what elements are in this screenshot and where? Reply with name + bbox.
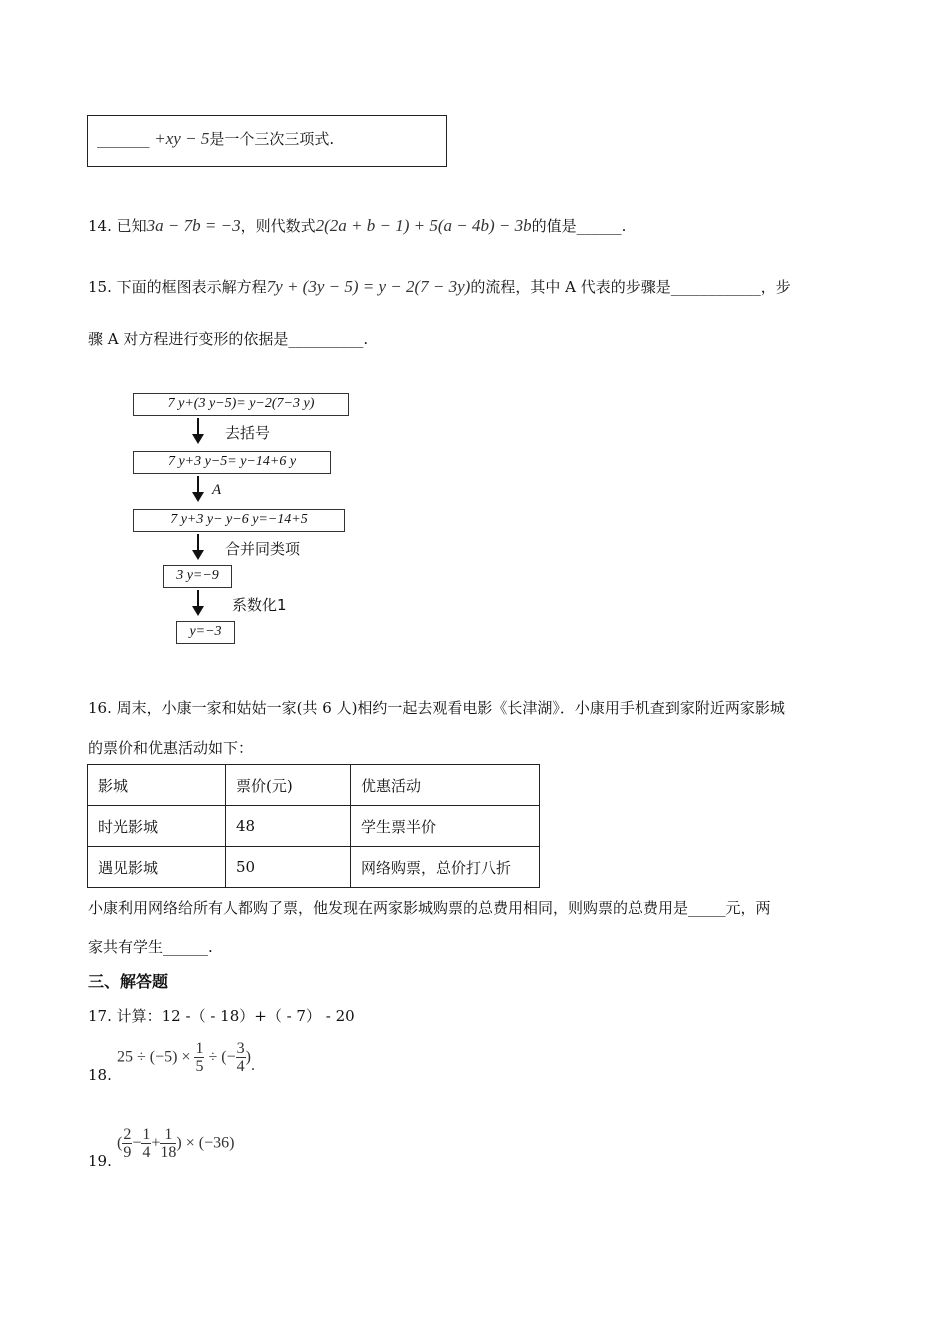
q19-minus: − — [132, 1134, 142, 1152]
flow-arrow-1 — [197, 418, 199, 442]
q14-number: 14. — [88, 217, 112, 235]
flow-box-3: 7 y+3 y− y−6 y=−14+5 — [133, 509, 345, 532]
table-header: 票价(元) — [226, 765, 351, 806]
q14-post: 的值是______. — [531, 217, 627, 235]
table-cell: 遇见影城 — [88, 847, 226, 888]
table-row — [88, 806, 540, 847]
q16-text1: 周末，小康一家和姑姑一家(共 6 人)相约一起去观看电影《长津湖》．小康用手机查到家附近两家影城 — [116, 699, 785, 717]
table-header: 优惠活动 — [351, 765, 540, 806]
q13-text: 是一个三次三项式. — [209, 130, 335, 148]
q19-fraction-2: $\frac{1}{4}$ — [142, 1126, 151, 1161]
q18-number: 18. — [88, 1066, 112, 1084]
q18-part-c: ) — [245, 1048, 251, 1066]
table-row — [88, 847, 540, 888]
q14-expression: 2(2a + b − 1) + 5(a − 4b) − 3b — [315, 216, 532, 235]
q14-pre: 已知 — [116, 217, 147, 235]
q19-fraction-1: $\frac{2}{9}$ — [123, 1126, 132, 1161]
question-16-line2: 的票价和优惠活动如下： — [88, 739, 254, 757]
flow-arrow-3 — [197, 534, 199, 558]
q15-pre: 下面的框图表示解方程 — [116, 278, 267, 296]
flow-step-2: A — [212, 482, 222, 498]
table-header-row — [88, 765, 540, 806]
q19-close: ) × (−36) — [176, 1134, 235, 1152]
q18-fraction-2: $\frac{3}{4}$ — [236, 1040, 245, 1075]
table-cell: 50 — [226, 847, 351, 888]
q18-part-b: ÷ (− — [208, 1048, 236, 1066]
table-cell: 48 — [226, 806, 351, 847]
q19-fraction-3: $\frac{1}{18}$ — [160, 1126, 177, 1161]
q19-number: 19. — [88, 1152, 112, 1170]
q14-condition: 3a − 7b = −3 — [146, 216, 241, 235]
question-16-line4: 家共有学生______. — [88, 938, 213, 956]
q18-fraction-1: $\frac{1}{5}$ — [195, 1040, 204, 1075]
flow-box-4: 3 y=−9 — [163, 565, 232, 588]
q13-line — [97, 128, 334, 149]
flow-box-5: y=−3 — [176, 621, 235, 644]
q18-part-a: 25 ÷ (−5) × — [117, 1048, 191, 1066]
table-cell: 网络购票，总价打八折 — [351, 847, 540, 888]
cinema-table — [87, 764, 540, 888]
table-cell: 时光影城 — [88, 806, 226, 847]
flow-arrow-2 — [197, 476, 199, 500]
q15-number: 15. — [88, 278, 112, 296]
section-heading: 三、解答题 — [88, 972, 169, 991]
question-17 — [88, 1005, 355, 1026]
flow-step-4: 系数化1 — [232, 596, 287, 614]
question-14 — [88, 215, 626, 236]
flow-box-2: 7 y+3 y−5= y−14+6 y — [133, 451, 331, 474]
q19-plus: + — [151, 1134, 161, 1152]
question-16-line3: 小康利用网络给所有人都购了票，他发现在两家影城购票的总费用相同，则购票的总费用是_____元，两 — [88, 899, 771, 917]
q15-post: 的流程，其中 A 代表的步骤是____________，步 — [470, 278, 791, 296]
table-header: 影城 — [88, 765, 226, 806]
flow-box-1: 7 y+(3 y−5)= y−2(7−3 y) — [133, 393, 349, 416]
table-cell: 学生票半价 — [351, 806, 540, 847]
q18-end: . — [250, 1057, 255, 1074]
flow-step-3: 合并同类项 — [225, 540, 301, 558]
q19-open-paren: ( — [117, 1134, 123, 1152]
q15-equation: 7y + (3y − 5) = y − 2(7 − 3y) — [266, 277, 471, 296]
q17-text: 计算：12 -（ - 18）+（ - 7） - 20 — [116, 1007, 355, 1025]
q18-expression — [117, 1040, 255, 1075]
question-15-line2: 骤 A 对方程进行变形的依据是__________. — [88, 330, 369, 348]
question-15-line1 — [88, 276, 791, 297]
q19-expression — [117, 1126, 234, 1161]
q17-number: 17. — [88, 1007, 112, 1025]
q13-math: +xy − 5 — [154, 129, 210, 148]
q13-blank: _______ — [97, 130, 150, 148]
q14-mid: ，则代数式 — [240, 217, 316, 235]
q16-number: 16. — [88, 699, 112, 717]
flow-step-1: 去括号 — [225, 424, 271, 442]
flow-arrow-4 — [197, 590, 199, 614]
question-16-line1 — [88, 697, 785, 718]
